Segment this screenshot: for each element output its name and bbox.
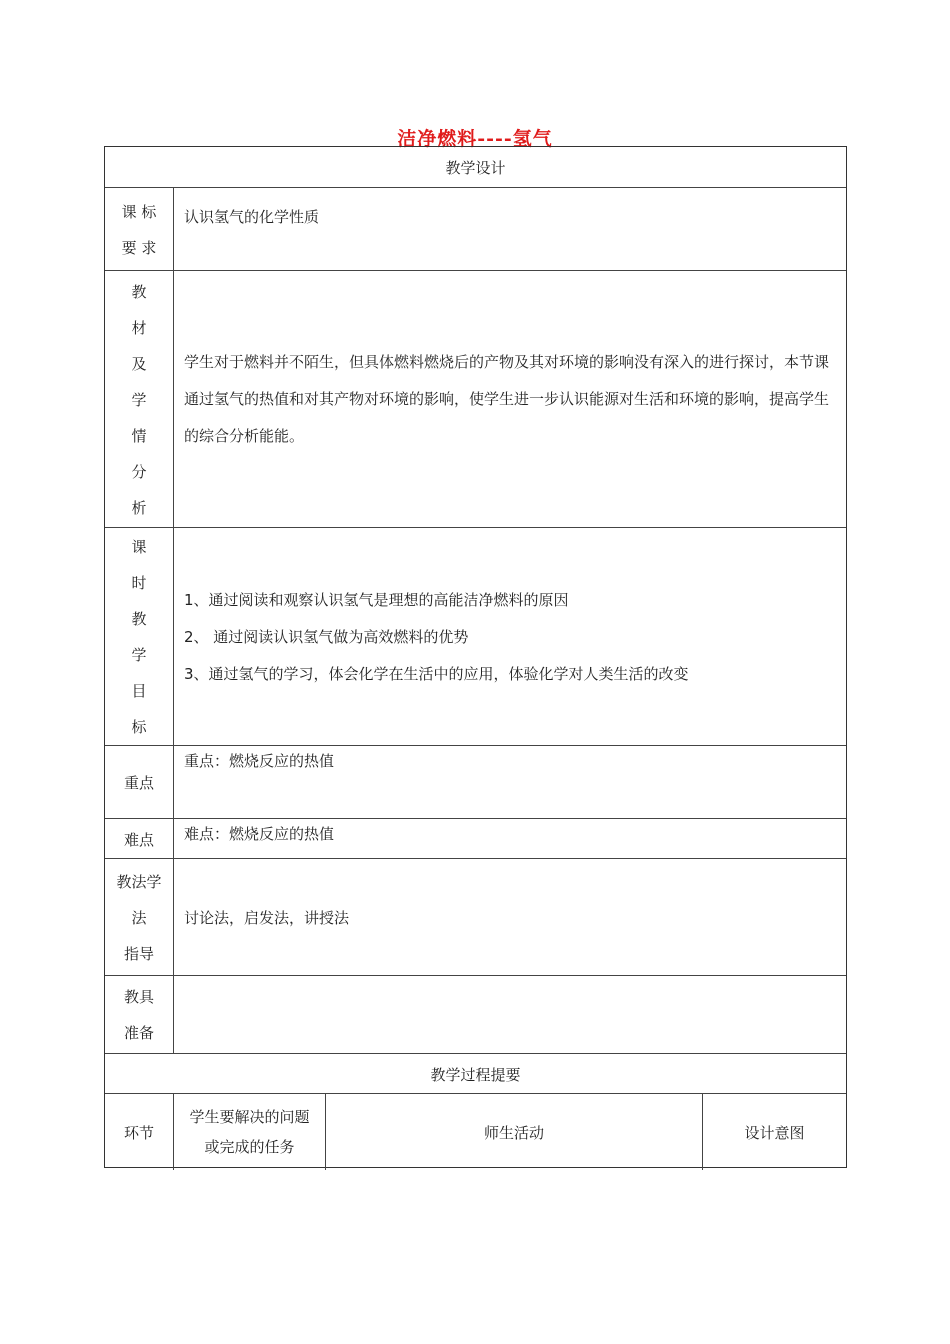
equipment-label-line2: 准备 — [123, 1024, 154, 1042]
objectives-label-char: 标 — [131, 718, 147, 736]
equipment-row — [105, 975, 846, 1054]
objective-2: 2、 通过阅读认识氢气做为高效燃料的优势 — [184, 627, 469, 646]
col-design-intent: 设计意图 — [744, 1123, 805, 1142]
process-header: 教学过程提要 — [430, 1065, 521, 1084]
equipment-content — [174, 976, 846, 1054]
difficulty-content: 难点：燃烧反应的热值 — [184, 825, 335, 843]
equipment-label-line1: 教具 — [123, 988, 154, 1006]
difficulty-label: 难点 — [105, 819, 174, 859]
analysis-label — [105, 271, 174, 528]
objectives-label-char: 课 — [131, 538, 147, 556]
col-activities: 师生活动 — [326, 1094, 703, 1170]
methods-label — [105, 859, 174, 976]
design-header-row — [105, 147, 846, 187]
objective-1: 1、通过阅读和观察认识氢气是理想的高能洁净燃料的原因 — [184, 590, 569, 609]
analysis-label-char: 教 — [131, 282, 147, 301]
objectives-row — [105, 527, 846, 746]
analysis-label-char: 析 — [131, 498, 147, 517]
methods-label-line3: 指导 — [123, 944, 154, 963]
col-student-task: 学生要解决的问题或完成的任务 — [174, 1094, 326, 1170]
objective-3: 3、通过氢气的学习，体会化学在生活中的应用，体验化学对人类生活的改变 — [184, 664, 689, 683]
design-header: 教学设计 — [445, 158, 506, 177]
analysis-label-char: 分 — [131, 462, 147, 481]
difficulty-row — [105, 818, 846, 859]
objectives-label — [105, 528, 174, 746]
objectives-label-char: 时 — [131, 574, 147, 592]
methods-content: 讨论法，启发法，讲授法 — [184, 909, 350, 927]
objectives-label-char: 学 — [131, 646, 147, 664]
standard-label — [105, 188, 174, 271]
methods-row — [105, 858, 846, 976]
objectives-label-char: 目 — [131, 682, 147, 700]
objectives-label-char: 教 — [131, 610, 147, 628]
standard-content: 认识氢气的化学性质 — [184, 208, 320, 226]
key-point-content: 重点：燃烧反应的热值 — [184, 752, 335, 770]
standard-label-line2: 要 求 — [121, 238, 157, 257]
methods-label-line1: 教法学 — [116, 872, 162, 891]
process-columns-row — [105, 1093, 846, 1170]
standard-label-line1: 课 标 — [121, 202, 157, 221]
process-header-row — [105, 1053, 846, 1094]
standard-row — [105, 187, 846, 271]
equipment-label — [105, 976, 174, 1054]
analysis-label-char: 材 — [131, 318, 147, 337]
analysis-label-char: 情 — [131, 426, 147, 445]
analysis-row — [105, 270, 846, 528]
analysis-content: 学生对于燃料并不陌生，但具体燃料燃烧后的产物及其对环境的影响没有深入的进行探讨，本节课通过氢气的热值和对其产物对环境的影响，使学生进一步认识能源对生活和环境的影响，提高学生的综合分析能能。 — [184, 353, 830, 445]
analysis-label-char: 学 — [131, 390, 147, 409]
key-point-label: 重点 — [105, 746, 174, 819]
analysis-label-char: 及 — [131, 354, 147, 373]
key-point-row — [105, 745, 846, 819]
col-stage: 环节 — [105, 1094, 174, 1170]
methods-label-line2: 法 — [131, 908, 147, 927]
lesson-plan-table — [104, 146, 847, 1168]
page-title: 洁净燃料----氢气 — [397, 128, 553, 150]
